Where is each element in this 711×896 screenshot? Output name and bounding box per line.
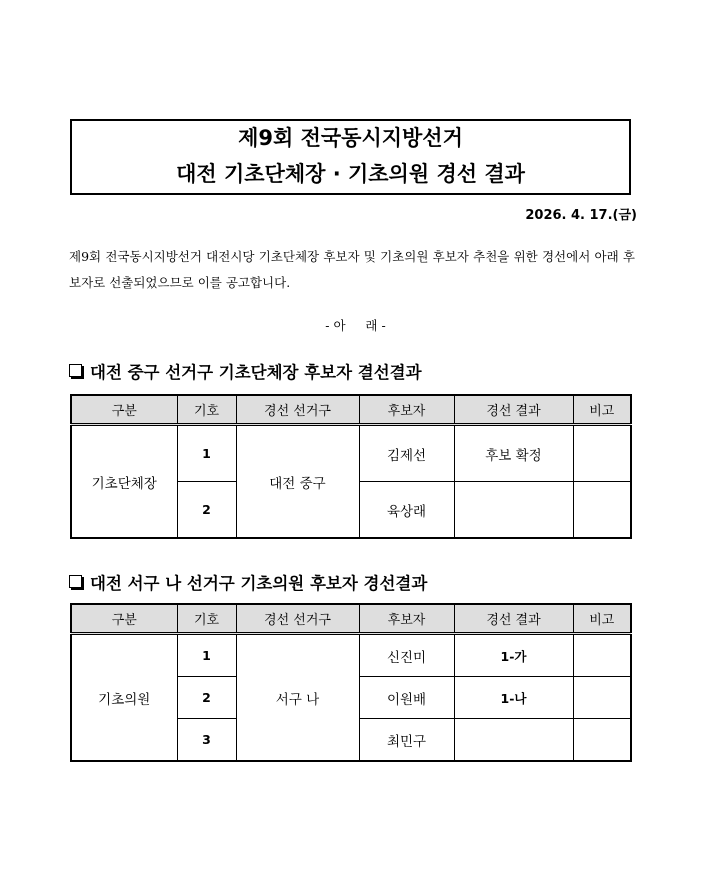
number-cell: 1 — [177, 634, 236, 677]
number-cell: 1 — [177, 425, 236, 482]
category-cell: 기초의원 — [71, 634, 177, 762]
header-number: 기호 — [177, 395, 236, 425]
header-candidate: 후보자 — [359, 604, 454, 634]
table-header-row — [71, 604, 631, 634]
result-cell — [454, 482, 573, 539]
note-cell — [573, 634, 631, 677]
note-cell — [573, 677, 631, 719]
intro-paragraph: 제9회 전국동시지방선거 대전시당 기초단체장 후보자 및 기초의원 후보자 추천을 위한 경선에서 아래 후보자로 선출되었으므로 이를 공고합니다. — [69, 249, 635, 290]
section1-heading — [69, 359, 422, 383]
header-category: 구분 — [71, 395, 177, 425]
district-cell: 서구 나 — [236, 634, 359, 762]
header-note: 비고 — [573, 604, 631, 634]
section1-heading-text: 대전 중구 선거구 기초단체장 후보자 결선결과 — [90, 363, 422, 382]
header-note: 비고 — [573, 395, 631, 425]
candidate-cell: 육상래 — [359, 482, 454, 539]
note-cell — [573, 425, 631, 482]
page-title: 제9회 전국동시지방선거 — [238, 126, 463, 150]
candidate-cell: 김제선 — [359, 425, 454, 482]
header-candidate: 후보자 — [359, 395, 454, 425]
candidate-cell: 최민구 — [359, 719, 454, 762]
note-cell — [573, 482, 631, 539]
number-cell: 2 — [177, 677, 236, 719]
header-category: 구분 — [71, 604, 177, 634]
checkbox-square-icon — [69, 575, 82, 588]
header-result: 경선 결과 — [454, 395, 573, 425]
result-cell: 후보 확정 — [454, 425, 573, 482]
section2-heading-text: 대전 서구 나 선거구 기초의원 후보자 경선결과 — [90, 574, 428, 593]
checkbox-square-icon — [69, 364, 82, 377]
title-box — [70, 119, 631, 195]
section2-table — [70, 603, 632, 762]
district-cell: 대전 중구 — [236, 425, 359, 539]
header-result: 경선 결과 — [454, 604, 573, 634]
table-row — [71, 634, 631, 677]
section1-table — [70, 394, 632, 539]
header-district: 경선 선거구 — [236, 604, 359, 634]
page-subtitle: 대전 기초단체장 · 기초의원 경선 결과 — [176, 162, 525, 186]
candidate-cell: 이원배 — [359, 677, 454, 719]
section2-heading — [69, 570, 427, 594]
candidate-cell: 신진미 — [359, 634, 454, 677]
note-cell — [573, 719, 631, 762]
table-row — [71, 425, 631, 482]
number-cell: 3 — [177, 719, 236, 762]
result-cell: 1-나 — [454, 677, 573, 719]
category-cell: 기초단체장 — [71, 425, 177, 539]
announcement-date: 2026. 4. 17.(금) — [525, 208, 637, 223]
number-cell: 2 — [177, 482, 236, 539]
table-header-row — [71, 395, 631, 425]
header-number: 기호 — [177, 604, 236, 634]
center-note: - 아 래 - — [325, 318, 386, 333]
result-cell: 1-가 — [454, 634, 573, 677]
header-district: 경선 선거구 — [236, 395, 359, 425]
result-cell — [454, 719, 573, 762]
